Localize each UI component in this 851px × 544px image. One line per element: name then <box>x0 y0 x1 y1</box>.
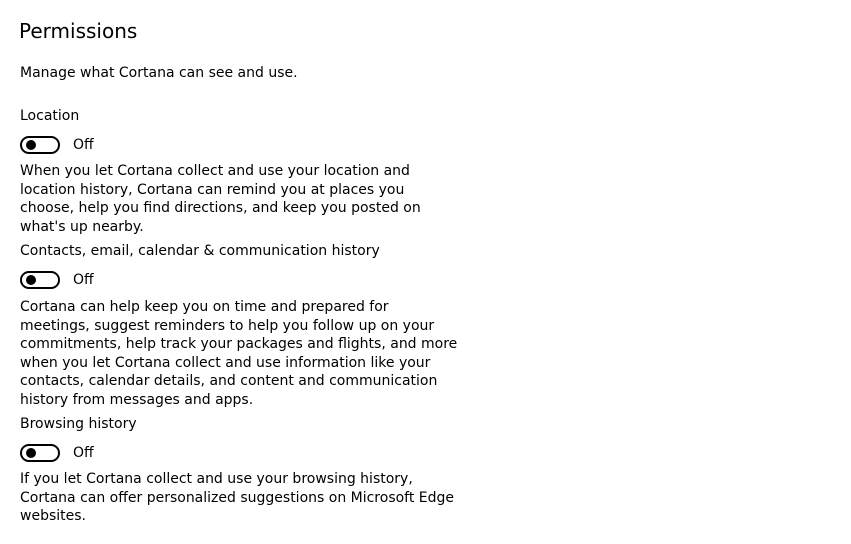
page-title: Permissions <box>19 19 138 43</box>
browsing-history-toggle[interactable] <box>20 444 60 462</box>
page-intro: Manage what Cortana can see and use. <box>20 65 298 81</box>
browsing-history-label: Browsing history <box>20 416 137 432</box>
location-toggle-state: Off <box>73 136 94 153</box>
browsing-history-description: If you let Cortana collect and use your browsing history, Cortana can offer personalized suggestions on Microsoft Edge websites. <box>20 471 455 525</box>
location-label: Location <box>20 108 80 124</box>
contacts-toggle[interactable] <box>20 271 60 289</box>
contacts-description: Cortana can help keep you on time and prepared for meetings, suggest reminders to help you follow up on your commitments, help track your packages and flights, and more when you let Cortana collect and use information like your contacts, calendar details, and content and communication history from messages and apps. <box>20 299 458 408</box>
location-toggle-row <box>20 135 94 155</box>
toggle-knob <box>26 448 36 458</box>
browsing-history-toggle-row <box>20 443 94 463</box>
browsing-history-toggle-state: Off <box>73 444 94 461</box>
toggle-knob <box>26 140 36 150</box>
contacts-label: Contacts, email, calendar & communication history <box>20 243 380 259</box>
contacts-toggle-state: Off <box>73 271 94 288</box>
location-description: When you let Cortana collect and use your location and location history, Cortana can remind you at places you choose, help you find directions, and keep you posted on what's up nearby. <box>20 163 421 235</box>
location-toggle[interactable] <box>20 136 60 154</box>
contacts-toggle-row <box>20 270 94 290</box>
toggle-knob <box>26 275 36 285</box>
